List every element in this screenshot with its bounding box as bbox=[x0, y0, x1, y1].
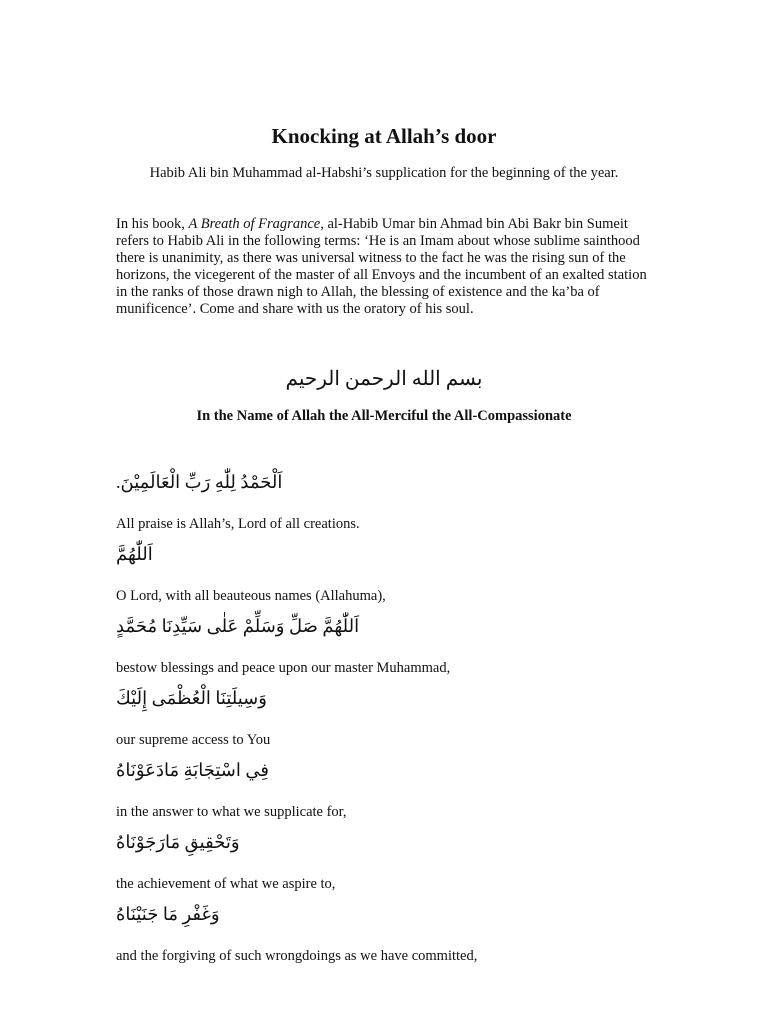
verse-english: O Lord, with all beauteous names (Allahuma), bbox=[116, 588, 386, 604]
verse-english: bestow blessings and peace upon our master Muhammad, bbox=[116, 660, 451, 676]
bismillah-arabic: بسم الله الرحمن الرحيم bbox=[285, 368, 483, 390]
verse-item bbox=[116, 758, 656, 830]
verse-arabic: وَغَفْرِ مَا جَنَيْنَاهُ bbox=[116, 904, 220, 924]
verse-english: our supreme access to You bbox=[116, 732, 271, 748]
verse-item bbox=[116, 614, 656, 686]
verse-item bbox=[116, 902, 656, 974]
verse-arabic: وَسِيلَتِنَا الْعُظْمَى إِلَيْكَ bbox=[116, 688, 267, 708]
verse-item bbox=[116, 542, 656, 614]
document-title: Knocking at Allah’s door bbox=[271, 124, 497, 148]
verse-english: the achievement of what we aspire to, bbox=[116, 876, 336, 892]
verse-item bbox=[116, 470, 656, 542]
intro-text-after-book: , al-Habib Umar bin Ahmad bin Abi Bakr bin Sumeit refers to Habib Ali in the following terms: ‘He is an Imam about whose sublime sainthood there is unanimity, as there was universal witness to the fact he was the rising sun of the horizons, the vicegerent of the master of all Envoys and the incumbent of an exalted station in the ranks of those drawn nigh to Allah, the blessing of existence and the ka’ba of munificence’. Come and share with us the oratory of his soul. bbox=[116, 216, 647, 317]
document-subtitle: Habib Ali bin Muhammad al-Habshi’s supplication for the beginning of the year. bbox=[149, 165, 619, 181]
verse-english: All praise is Allah’s, Lord of all creations. bbox=[116, 516, 360, 532]
verse-list bbox=[116, 470, 656, 974]
bismillah-english: In the Name of Allah the All-Merciful the All-Compassionate bbox=[196, 408, 572, 424]
intro-text-before-book: In his book, bbox=[116, 216, 189, 232]
verse-item bbox=[116, 830, 656, 902]
verse-item bbox=[116, 686, 656, 758]
verse-arabic: اَللّٰهُمَّ صَلِّ وَسَلِّمْ عَلٰى سَيِّدِنَا مُحَمَّدٍ bbox=[116, 616, 360, 636]
verse-arabic: اَللّٰهُمَّ bbox=[116, 544, 153, 564]
verse-arabic: وَتَحْقِيقِ مَارَجَوْنَاهُ bbox=[116, 832, 240, 852]
verse-arabic: اَلْحَمْدُ لِلّٰهِ رَبِّ الْعَالَمِيْنَ. bbox=[116, 472, 283, 492]
verse-english: and the forgiving of such wrongdoings as we have committed, bbox=[116, 948, 478, 964]
verse-english: in the answer to what we supplicate for, bbox=[116, 804, 347, 820]
verse-arabic: فِي اسْتِجَابَةِ مَادَعَوْنَاهُ bbox=[116, 760, 269, 780]
book-title: A Breath of Fragrance bbox=[188, 216, 321, 232]
intro-paragraph bbox=[116, 216, 656, 318]
